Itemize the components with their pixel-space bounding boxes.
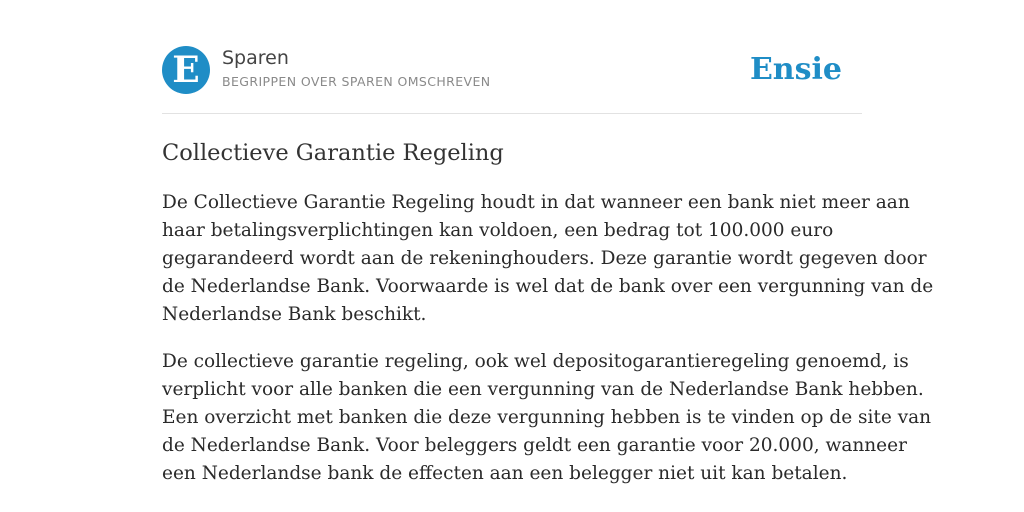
divider [162,113,862,114]
paragraph-line: een Nederlandse bank de effecten aan een belegger niet uit kan betalen. [162,463,848,484]
term-title: Collectieve Garantie Regeling [162,140,504,166]
paragraph-line: de Nederlandse Bank. Voor beleggers geldt een garantie voor 20.000, wanneer [162,435,907,456]
category-subtitle: BEGRIPPEN OVER SPAREN OMSCHREVEN [222,74,491,89]
category-title[interactable]: Sparen [222,47,289,69]
paragraph-2 [162,348,932,488]
paragraph-line: De Collectieve Garantie Regeling houdt in dat wanneer een bank niet meer aan [162,192,910,213]
paragraph-line: de Nederlandse Bank. Voorwaarde is wel dat de bank over een vergunning van de [162,276,934,297]
paragraph-line: Nederlandse Bank beschikt. [162,304,427,325]
paragraph-line: Een overzicht met banken die deze vergunning hebben is te vinden op de site van [162,407,932,428]
paragraph-line: verplicht voor alle banken die een vergunning van de Nederlandse Bank hebben. [162,379,924,400]
paragraph-line: De collectieve garantie regeling, ook wel depositogarantieregeling genoemd, is [162,351,909,372]
brand-logo[interactable]: Ensie [749,52,842,87]
ensie-logo-icon[interactable]: E [162,46,210,94]
paragraph-line: gegarandeerd wordt aan de rekeninghouders. Deze garantie wordt gegeven door [162,248,927,269]
header [162,46,862,96]
paragraph-line: haar betalingsverplichtingen kan voldoen, een bedrag tot 100.000 euro [162,220,834,241]
definition-content [162,189,934,507]
paragraph-1 [162,189,934,329]
